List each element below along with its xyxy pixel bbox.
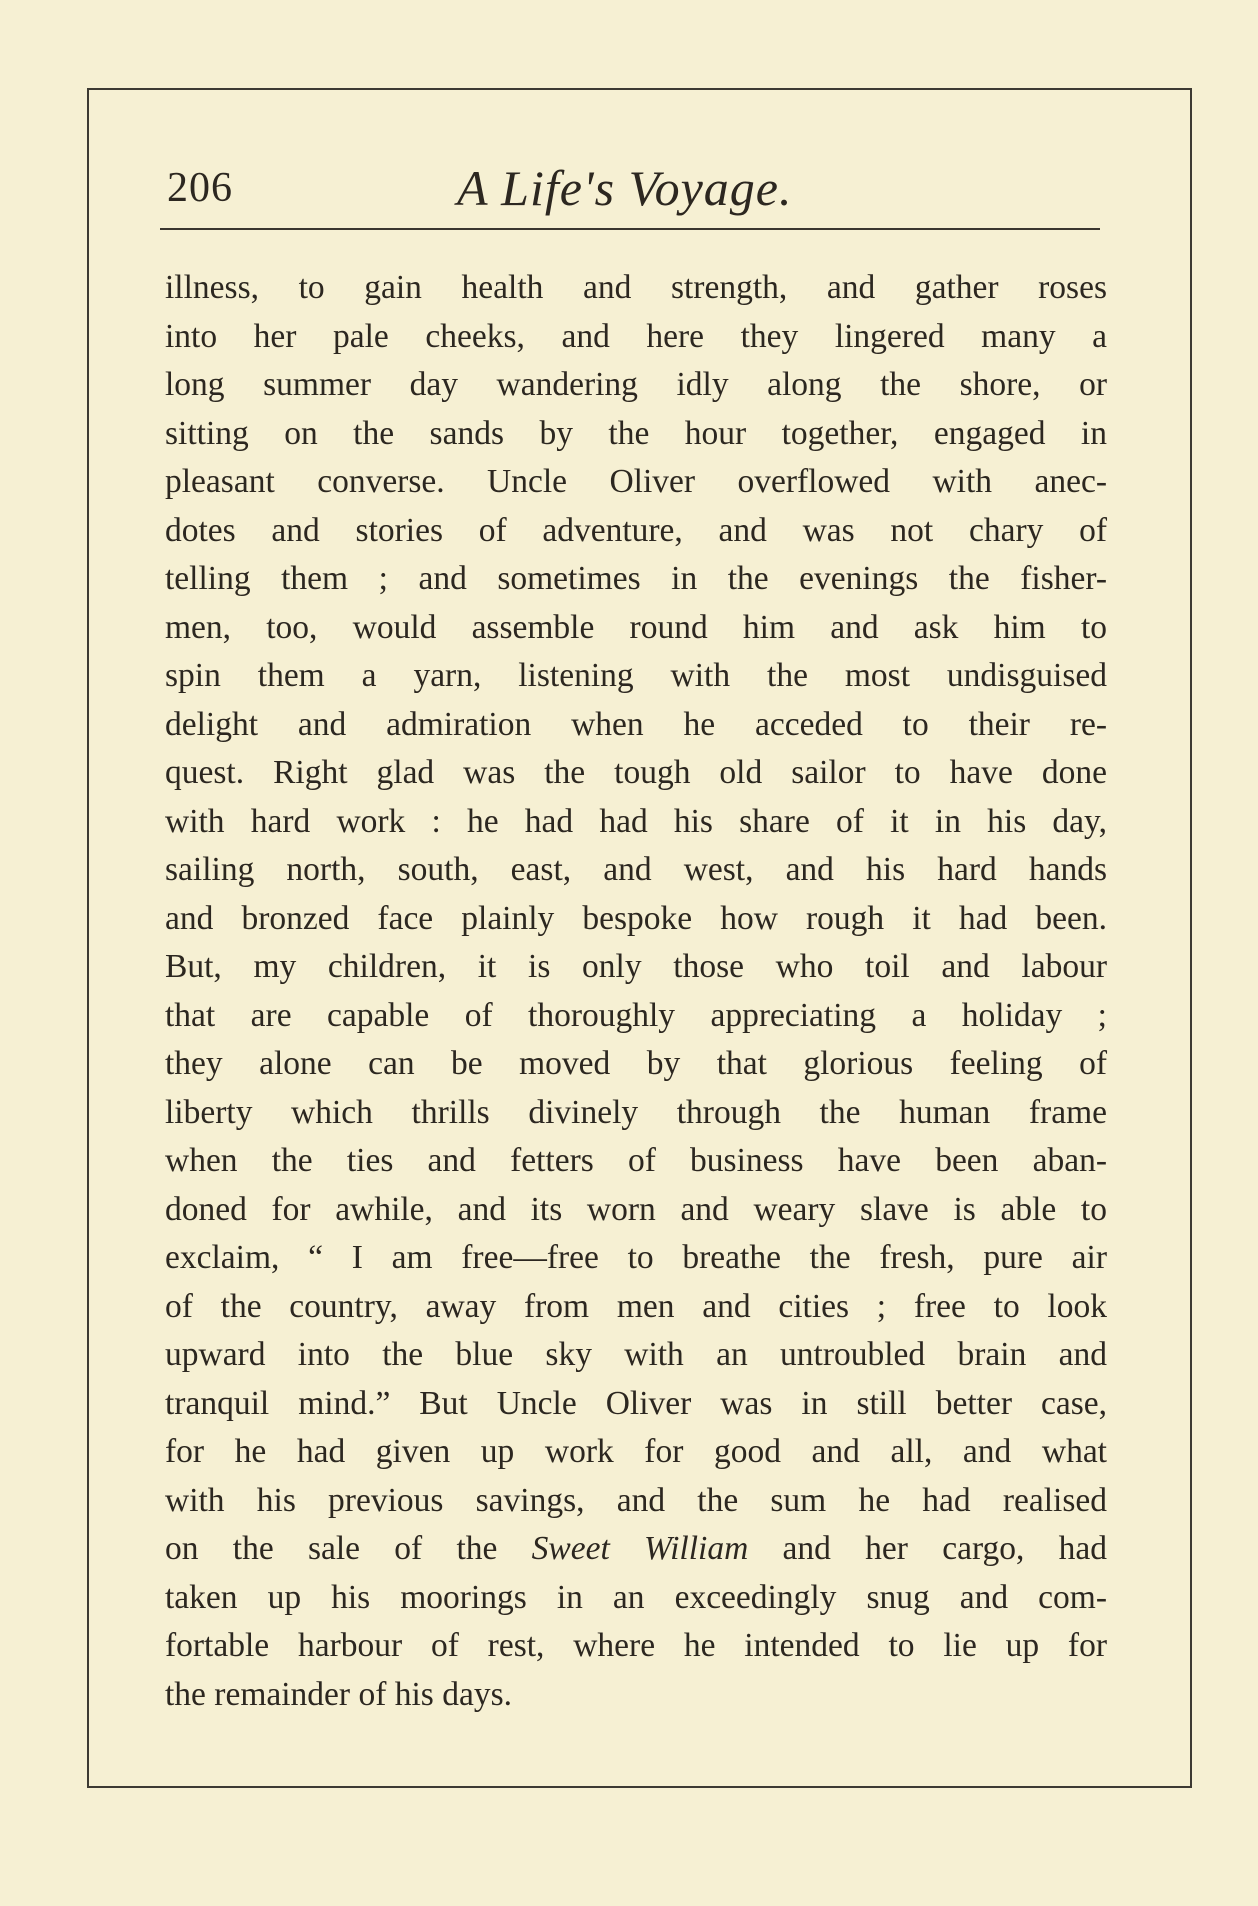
- text-line: quest. Right glad was the tough old sailor to have done: [165, 754, 1107, 791]
- text-line: telling them ; and sometimes in the evenings the fisher-: [165, 560, 1107, 597]
- text-line: upward into the blue sky with an untroubled brain and: [165, 1336, 1107, 1373]
- text-line: illness, to gain health and strength, and gather roses: [165, 269, 1107, 306]
- text-line: for he had given up work for good and all, and what: [165, 1433, 1107, 1470]
- text-segment: and her cargo, had: [748, 1530, 1107, 1567]
- text-line: men, too, would assemble round him and ask him to: [165, 608, 1107, 646]
- text-line: pleasant converse. Uncle Oliver overflowed with anec-: [165, 463, 1107, 500]
- text-line: taken up his moorings in an exceedingly snug and com-: [165, 1578, 1107, 1616]
- text-line: and bronzed face plainly bespoke how rough it had been.: [165, 899, 1107, 937]
- text-line: dotes and stories of adventure, and was not chary of: [165, 511, 1107, 549]
- text-line: when the ties and fetters of business have been aban-: [165, 1142, 1107, 1179]
- text-line: fortable harbour of rest, where he intended to lie up for: [165, 1627, 1107, 1664]
- text-line: But, my children, it is only those who toil and labour: [165, 948, 1107, 985]
- text-line: of the country, away from men and cities ; free to look: [165, 1287, 1107, 1325]
- text-line: long summer day wandering idly along the shore, or: [165, 366, 1107, 403]
- text-line: spin them a yarn, listening with the most undisguised: [165, 657, 1107, 694]
- running-head: [167, 158, 1097, 218]
- text-line: exclaim, “ I am free—free to breathe the fresh, pure air: [165, 1239, 1107, 1276]
- body-text: [165, 264, 1107, 1719]
- text-line: they alone can be moved by that glorious feeling of: [165, 1045, 1107, 1082]
- text-line: with hard work : he had had his share of it in his day,: [165, 802, 1107, 840]
- text-line: delight and admiration when he acceded to their re-: [165, 705, 1107, 743]
- running-title: A Life's Voyage.: [457, 160, 793, 216]
- ship-name: Sweet William: [531, 1530, 749, 1567]
- text-line-final: the remainder of his days.: [165, 1675, 512, 1713]
- page-number: 206: [167, 165, 233, 211]
- text-line: sitting on the sands by the hour together, engaged in: [165, 414, 1107, 452]
- text-line-ship-name: [165, 1525, 1107, 1574]
- text-line: doned for awhile, and its worn and weary slave is able to: [165, 1190, 1107, 1228]
- text-line: liberty which thrills divinely through the human frame: [165, 1093, 1107, 1131]
- text-line: with his previous savings, and the sum he had realised: [165, 1481, 1107, 1519]
- header-rule: [160, 228, 1100, 230]
- text-segment: on the sale of the: [165, 1530, 532, 1567]
- text-line: that are capable of thoroughly appreciating a holiday ;: [165, 996, 1107, 1034]
- text-line: sailing north, south, east, and west, and his hard hands: [165, 851, 1107, 888]
- text-line: tranquil mind.” But Uncle Oliver was in still better case,: [165, 1384, 1107, 1422]
- text-line: into her pale cheeks, and here they lingered many a: [165, 317, 1107, 355]
